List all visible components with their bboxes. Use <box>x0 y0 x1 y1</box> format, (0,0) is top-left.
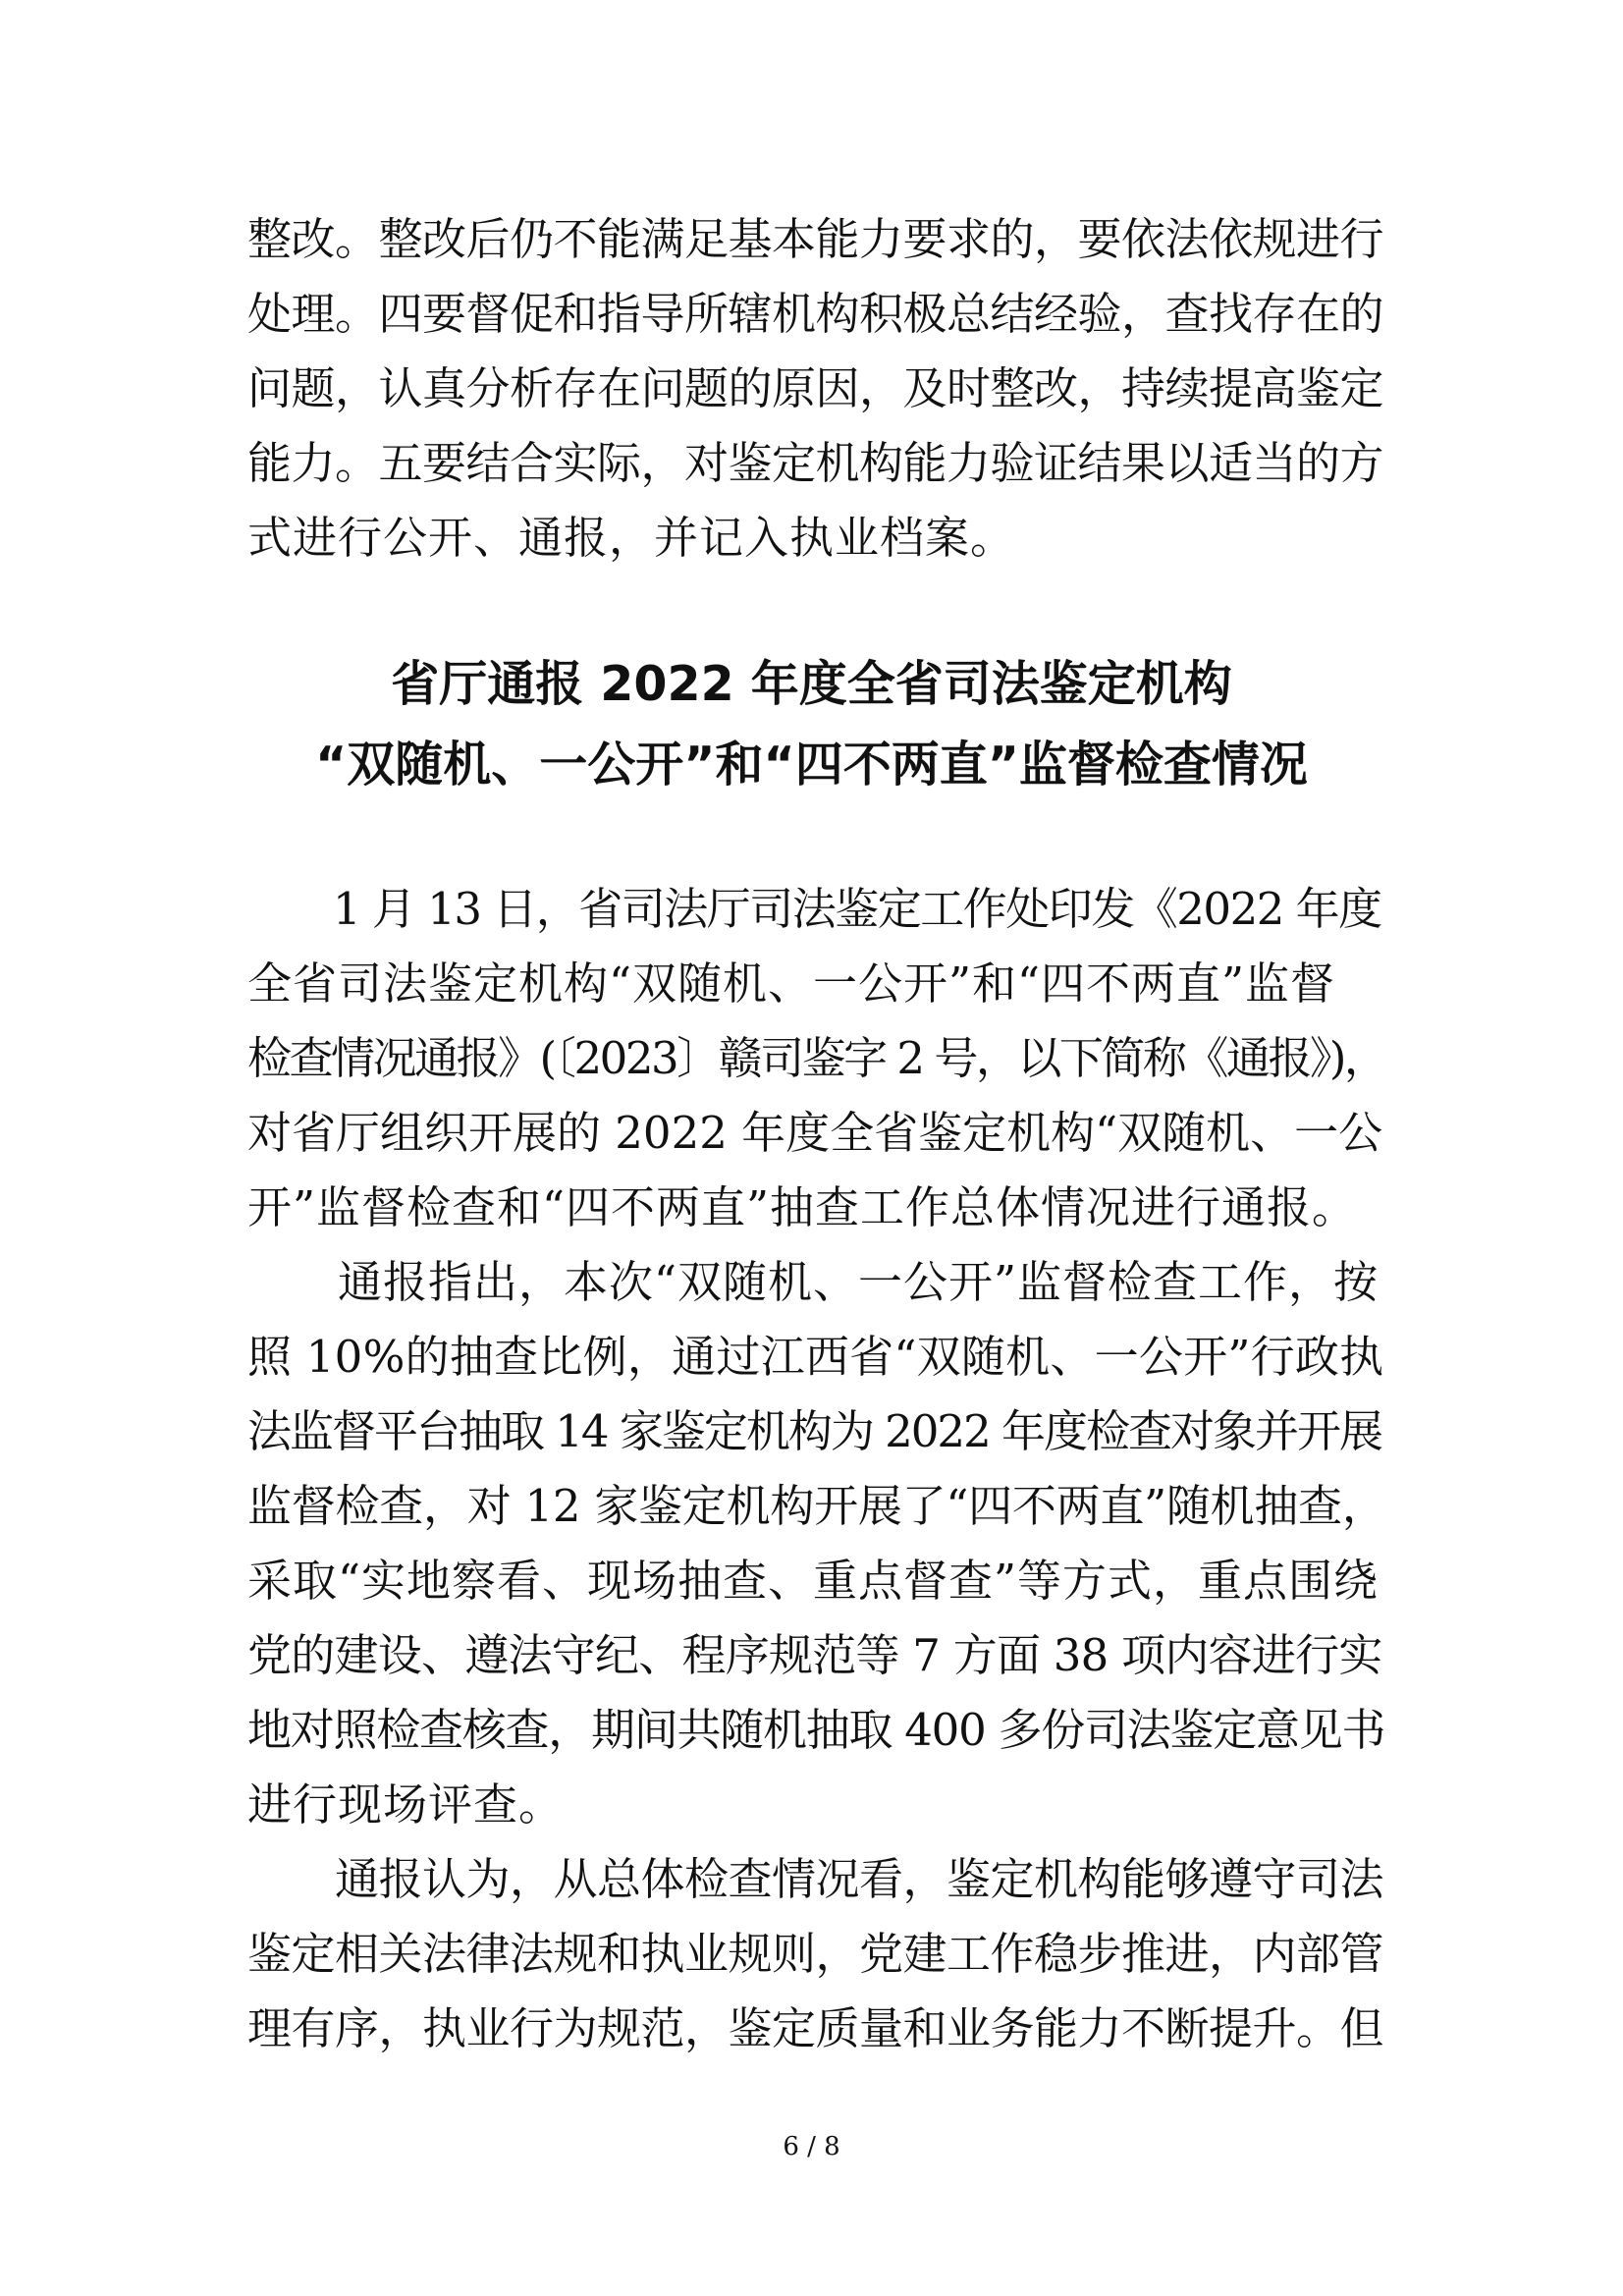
text-line: 通报认为，从总体检查情况看，鉴定机构能够遵守司法 <box>247 1853 1384 1905</box>
text-line: 鉴定相关法律法规和执业规则，党建工作稳步推进，内部管 <box>247 1928 1384 1980</box>
text-line: 对省厅组织开展的 2022 年度全省鉴定机构“双随机、一公 <box>247 1107 1383 1159</box>
article-title-line-2: “双随机、一公开”和“四不两直”监督检查情况 <box>315 737 1308 793</box>
text-line: 式进行公开、通报，并记入执业档案。 <box>247 512 1016 564</box>
page-number: 6 / 8 <box>783 2132 840 2161</box>
text-line: 地对照检查核查，期间共随机抽取 400 多份司法鉴定意见书 <box>247 1704 1385 1756</box>
text-line: 全省司法鉴定机构“双随机、一公开”和“四不两直”监督 <box>247 957 1336 1010</box>
text-line: 监督检查，对 12 家鉴定机构开展了“四不两直”随机抽查， <box>247 1480 1386 1532</box>
text-line: 处理。四要督促和指导所辖机构积极总结经验，查找存在的 <box>247 288 1384 340</box>
text-line: 党的建设、遵法守纪、程序规范等 7 方面 38 项内容进行实 <box>247 1629 1382 1681</box>
text-line: 整改。整改后仍不能满足基本能力要求的，要依法依规进行 <box>247 213 1384 265</box>
text-line: 理有序，执业行为规范，鉴定质量和业务能力不断提升。但 <box>247 2002 1384 2054</box>
text-line: 采取“实地察看、现场抽查、重点督查”等方式，重点围绕 <box>247 1555 1380 1607</box>
text-line: 检查情况通报》(〔2023〕赣司鉴字 2 号，以下简称《通报》)， <box>247 1032 1386 1084</box>
article-title-line-1: 省厅通报 2022 年度全省司法鉴定机构 <box>391 656 1232 712</box>
text-line: 1 月 13 日，省司法厅司法鉴定工作处印发《2022 年度 <box>247 883 1381 935</box>
text-line: 进行现场评查。 <box>247 1778 565 1831</box>
text-line: 通报指出，本次“双随机、一公开”监督检查工作，按 <box>247 1256 1380 1308</box>
text-line: 问题，认真分析存在问题的原因，及时整改，持续提高鉴定 <box>247 362 1384 414</box>
text-line: 开”监督检查和“四不两直”抽查工作总体情况进行通报。 <box>247 1181 1358 1233</box>
text-line: 能力。五要结合实际，对鉴定机构能力验证结果以适当的方 <box>247 437 1384 489</box>
text-line: 照 10%的抽查比例，通过江西省“双随机、一公开”行政执 <box>247 1331 1384 1383</box>
text-line: 法监督平台抽取 14 家鉴定机构为 2022 年度检查对象并开展 <box>247 1405 1382 1457</box>
